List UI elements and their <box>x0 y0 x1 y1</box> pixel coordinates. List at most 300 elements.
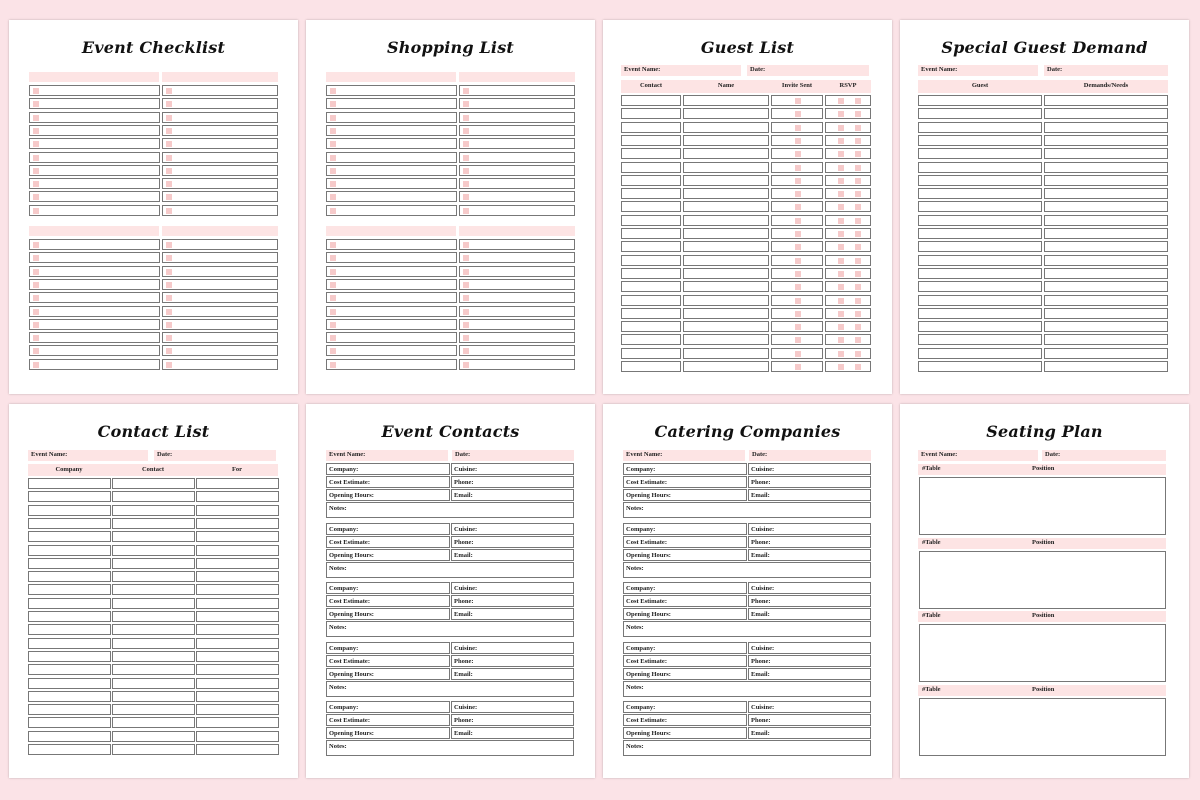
event-name-field[interactable] <box>326 450 448 461</box>
table-cell[interactable] <box>112 664 195 675</box>
rsvp-yes-checkbox[interactable] <box>838 364 844 370</box>
table-cell[interactable] <box>771 361 823 372</box>
seating-box[interactable] <box>919 477 1166 535</box>
checklist-item[interactable] <box>326 252 457 263</box>
checklist-item[interactable] <box>326 319 457 330</box>
table-cell[interactable] <box>28 491 111 502</box>
form-field-opening-hours[interactable] <box>326 608 450 620</box>
form-field-cost-estimate[interactable] <box>326 714 450 726</box>
form-field-company[interactable] <box>623 582 747 594</box>
checkbox[interactable] <box>33 208 39 214</box>
checkbox[interactable] <box>463 255 469 261</box>
table-cell[interactable] <box>621 108 681 119</box>
invite-checkbox[interactable] <box>795 98 801 104</box>
table-cell[interactable] <box>683 281 769 292</box>
checklist-item[interactable] <box>162 252 278 263</box>
form-field-notes[interactable] <box>623 681 871 697</box>
table-cell[interactable] <box>771 108 823 119</box>
checkbox[interactable] <box>166 88 172 94</box>
table-cell[interactable] <box>918 281 1042 292</box>
checklist-item[interactable] <box>326 345 457 356</box>
checkbox[interactable] <box>463 362 469 368</box>
date-field[interactable] <box>747 65 869 76</box>
table-cell[interactable] <box>771 215 823 226</box>
form-field-email[interactable] <box>748 608 871 620</box>
checkbox[interactable] <box>33 295 39 301</box>
table-cell[interactable] <box>918 228 1042 239</box>
checklist-item[interactable] <box>459 112 575 123</box>
table-cell[interactable] <box>918 175 1042 186</box>
table-cell[interactable] <box>771 295 823 306</box>
table-cell[interactable] <box>621 255 681 266</box>
table-cell[interactable] <box>918 95 1042 106</box>
form-field-company[interactable] <box>326 642 450 654</box>
checkbox[interactable] <box>166 181 172 187</box>
seating-box[interactable] <box>919 551 1166 609</box>
form-field-cost-estimate[interactable] <box>623 476 747 488</box>
rsvp-no-checkbox[interactable] <box>855 337 861 343</box>
checkbox[interactable] <box>166 141 172 147</box>
table-cell[interactable] <box>771 148 823 159</box>
invite-checkbox[interactable] <box>795 138 801 144</box>
rsvp-no-checkbox[interactable] <box>855 311 861 317</box>
checkbox[interactable] <box>166 255 172 261</box>
checklist-item[interactable] <box>29 112 160 123</box>
checkbox[interactable] <box>463 194 469 200</box>
table-cell[interactable] <box>683 188 769 199</box>
table-cell[interactable] <box>918 188 1042 199</box>
checkbox[interactable] <box>33 194 39 200</box>
rsvp-yes-checkbox[interactable] <box>838 324 844 330</box>
form-field-company[interactable] <box>326 463 450 475</box>
invite-checkbox[interactable] <box>795 191 801 197</box>
checkbox[interactable] <box>33 155 39 161</box>
form-field-cuisine[interactable] <box>451 582 574 594</box>
checkbox[interactable] <box>33 88 39 94</box>
table-cell[interactable] <box>918 215 1042 226</box>
rsvp-yes-checkbox[interactable] <box>838 111 844 117</box>
checkbox[interactable] <box>330 282 336 288</box>
form-field-cost-estimate[interactable] <box>326 476 450 488</box>
table-cell[interactable] <box>621 188 681 199</box>
table-cell[interactable] <box>621 175 681 186</box>
table-cell[interactable] <box>683 108 769 119</box>
checklist-item[interactable] <box>326 205 457 216</box>
checklist-item[interactable] <box>459 252 575 263</box>
table-cell[interactable] <box>28 505 111 516</box>
rsvp-no-checkbox[interactable] <box>855 324 861 330</box>
form-field-cuisine[interactable] <box>451 463 574 475</box>
rsvp-yes-checkbox[interactable] <box>838 178 844 184</box>
checklist-item[interactable] <box>29 332 160 343</box>
invite-checkbox[interactable] <box>795 218 801 224</box>
form-field-company[interactable] <box>326 582 450 594</box>
invite-checkbox[interactable] <box>795 111 801 117</box>
checklist-item[interactable] <box>326 239 457 250</box>
table-cell[interactable] <box>112 558 195 569</box>
checkbox[interactable] <box>33 168 39 174</box>
table-cell[interactable] <box>28 731 111 742</box>
rsvp-yes-checkbox[interactable] <box>838 337 844 343</box>
table-cell[interactable] <box>196 505 279 516</box>
table-cell[interactable] <box>825 334 871 345</box>
checkbox[interactable] <box>463 208 469 214</box>
rsvp-yes-checkbox[interactable] <box>838 231 844 237</box>
table-cell[interactable] <box>683 215 769 226</box>
form-field-company[interactable] <box>623 642 747 654</box>
table-cell[interactable] <box>683 122 769 133</box>
table-cell[interactable] <box>28 717 111 728</box>
form-field-notes[interactable] <box>623 502 871 518</box>
rsvp-no-checkbox[interactable] <box>855 271 861 277</box>
rsvp-no-checkbox[interactable] <box>855 111 861 117</box>
checkbox[interactable] <box>33 115 39 121</box>
form-field-company[interactable] <box>623 701 747 713</box>
form-field-cost-estimate[interactable] <box>623 536 747 548</box>
checklist-item[interactable] <box>459 165 575 176</box>
table-cell[interactable] <box>28 678 111 689</box>
table-cell[interactable] <box>683 295 769 306</box>
checkbox[interactable] <box>330 168 336 174</box>
checklist-item[interactable] <box>162 266 278 277</box>
table-cell[interactable] <box>771 162 823 173</box>
table-cell[interactable] <box>28 518 111 529</box>
checkbox[interactable] <box>166 362 172 368</box>
checklist-item[interactable] <box>162 138 278 149</box>
checkbox[interactable] <box>33 101 39 107</box>
table-cell[interactable] <box>771 228 823 239</box>
table-cell[interactable] <box>28 545 111 556</box>
rsvp-no-checkbox[interactable] <box>855 298 861 304</box>
table-cell[interactable] <box>918 241 1042 252</box>
form-field-phone[interactable] <box>748 536 871 548</box>
table-cell[interactable] <box>683 175 769 186</box>
form-field-phone[interactable] <box>451 476 574 488</box>
checklist-item[interactable] <box>326 306 457 317</box>
checkbox[interactable] <box>463 282 469 288</box>
table-cell[interactable] <box>1044 201 1168 212</box>
checkbox[interactable] <box>330 115 336 121</box>
checkbox[interactable] <box>463 155 469 161</box>
checkbox[interactable] <box>330 101 336 107</box>
table-cell[interactable] <box>621 122 681 133</box>
date-field[interactable] <box>1042 450 1166 461</box>
table-cell[interactable] <box>112 531 195 542</box>
rsvp-no-checkbox[interactable] <box>855 244 861 250</box>
checkbox[interactable] <box>330 88 336 94</box>
table-cell[interactable] <box>918 108 1042 119</box>
table-cell[interactable] <box>621 95 681 106</box>
table-cell[interactable] <box>112 611 195 622</box>
table-cell[interactable] <box>771 321 823 332</box>
checkbox[interactable] <box>166 194 172 200</box>
checkbox[interactable] <box>463 101 469 107</box>
table-cell[interactable] <box>825 188 871 199</box>
checkbox[interactable] <box>330 255 336 261</box>
form-field-notes[interactable] <box>326 740 574 756</box>
checklist-item[interactable] <box>459 345 575 356</box>
table-cell[interactable] <box>112 584 195 595</box>
rsvp-no-checkbox[interactable] <box>855 125 861 131</box>
table-cell[interactable] <box>918 295 1042 306</box>
checkbox[interactable] <box>166 322 172 328</box>
event-name-field[interactable] <box>918 65 1038 76</box>
checkbox[interactable] <box>463 269 469 275</box>
form-field-cost-estimate[interactable] <box>326 655 450 667</box>
rsvp-no-checkbox[interactable] <box>855 364 861 370</box>
checklist-item[interactable] <box>29 345 160 356</box>
checklist-item[interactable] <box>459 332 575 343</box>
table-cell[interactable] <box>196 598 279 609</box>
table-cell[interactable] <box>683 135 769 146</box>
table-cell[interactable] <box>918 334 1042 345</box>
invite-checkbox[interactable] <box>795 231 801 237</box>
table-cell[interactable] <box>771 334 823 345</box>
checklist-item[interactable] <box>29 359 160 370</box>
checklist-item[interactable] <box>326 292 457 303</box>
table-cell[interactable] <box>1044 321 1168 332</box>
table-cell[interactable] <box>621 215 681 226</box>
table-cell[interactable] <box>28 584 111 595</box>
event-name-field[interactable] <box>28 450 148 461</box>
table-cell[interactable] <box>825 241 871 252</box>
checklist-item[interactable] <box>326 178 457 189</box>
checklist-item[interactable] <box>29 152 160 163</box>
checklist-item[interactable] <box>162 85 278 96</box>
checklist-item[interactable] <box>326 112 457 123</box>
table-cell[interactable] <box>1044 308 1168 319</box>
table-cell[interactable] <box>918 308 1042 319</box>
checklist-item[interactable] <box>326 98 457 109</box>
checklist-item[interactable] <box>162 345 278 356</box>
form-field-notes[interactable] <box>623 562 871 578</box>
rsvp-no-checkbox[interactable] <box>855 165 861 171</box>
checklist-item[interactable] <box>29 85 160 96</box>
form-field-phone[interactable] <box>451 714 574 726</box>
checklist-item[interactable] <box>29 252 160 263</box>
table-cell[interactable] <box>112 571 195 582</box>
form-field-cuisine[interactable] <box>451 523 574 535</box>
rsvp-yes-checkbox[interactable] <box>838 125 844 131</box>
invite-checkbox[interactable] <box>795 271 801 277</box>
table-cell[interactable] <box>918 361 1042 372</box>
checkbox[interactable] <box>166 128 172 134</box>
table-cell[interactable] <box>621 281 681 292</box>
checklist-item[interactable] <box>162 152 278 163</box>
rsvp-yes-checkbox[interactable] <box>838 258 844 264</box>
checklist-item[interactable] <box>162 112 278 123</box>
checkbox[interactable] <box>463 88 469 94</box>
table-cell[interactable] <box>28 531 111 542</box>
checkbox[interactable] <box>33 335 39 341</box>
checkbox[interactable] <box>463 168 469 174</box>
checkbox[interactable] <box>330 242 336 248</box>
checkbox[interactable] <box>33 348 39 354</box>
table-cell[interactable] <box>825 215 871 226</box>
checklist-item[interactable] <box>326 125 457 136</box>
form-field-cost-estimate[interactable] <box>623 714 747 726</box>
table-cell[interactable] <box>28 638 111 649</box>
rsvp-no-checkbox[interactable] <box>855 191 861 197</box>
checklist-item[interactable] <box>162 205 278 216</box>
table-cell[interactable] <box>683 148 769 159</box>
table-cell[interactable] <box>196 478 279 489</box>
table-cell[interactable] <box>1044 108 1168 119</box>
table-cell[interactable] <box>825 148 871 159</box>
table-cell[interactable] <box>918 348 1042 359</box>
checkbox[interactable] <box>166 309 172 315</box>
table-cell[interactable] <box>771 201 823 212</box>
form-field-email[interactable] <box>451 489 574 501</box>
checkbox[interactable] <box>330 295 336 301</box>
invite-checkbox[interactable] <box>795 298 801 304</box>
checkbox[interactable] <box>463 335 469 341</box>
checkbox[interactable] <box>166 208 172 214</box>
form-field-phone[interactable] <box>748 655 871 667</box>
form-field-cuisine[interactable] <box>451 642 574 654</box>
checkbox[interactable] <box>330 141 336 147</box>
rsvp-yes-checkbox[interactable] <box>838 311 844 317</box>
table-cell[interactable] <box>918 268 1042 279</box>
table-cell[interactable] <box>825 162 871 173</box>
table-cell[interactable] <box>771 135 823 146</box>
form-field-notes[interactable] <box>326 562 574 578</box>
form-field-cuisine[interactable] <box>748 523 871 535</box>
form-field-cuisine[interactable] <box>451 701 574 713</box>
invite-checkbox[interactable] <box>795 364 801 370</box>
checklist-item[interactable] <box>459 266 575 277</box>
checklist-item[interactable] <box>459 319 575 330</box>
table-cell[interactable] <box>196 624 279 635</box>
rsvp-yes-checkbox[interactable] <box>838 165 844 171</box>
form-field-opening-hours[interactable] <box>326 668 450 680</box>
checkbox[interactable] <box>330 194 336 200</box>
checklist-item[interactable] <box>459 279 575 290</box>
rsvp-no-checkbox[interactable] <box>855 178 861 184</box>
table-cell[interactable] <box>825 295 871 306</box>
table-cell[interactable] <box>918 255 1042 266</box>
table-cell[interactable] <box>196 571 279 582</box>
table-cell[interactable] <box>196 558 279 569</box>
table-cell[interactable] <box>918 162 1042 173</box>
table-cell[interactable] <box>621 162 681 173</box>
table-cell[interactable] <box>771 188 823 199</box>
checkbox[interactable] <box>33 242 39 248</box>
table-cell[interactable] <box>112 545 195 556</box>
table-cell[interactable] <box>771 255 823 266</box>
checklist-item[interactable] <box>459 138 575 149</box>
checklist-item[interactable] <box>459 306 575 317</box>
checkbox[interactable] <box>33 309 39 315</box>
table-cell[interactable] <box>28 478 111 489</box>
form-field-email[interactable] <box>748 668 871 680</box>
invite-checkbox[interactable] <box>795 244 801 250</box>
rsvp-yes-checkbox[interactable] <box>838 151 844 157</box>
checkbox[interactable] <box>330 181 336 187</box>
checkbox[interactable] <box>330 335 336 341</box>
table-cell[interactable] <box>1044 135 1168 146</box>
table-cell[interactable] <box>825 135 871 146</box>
table-cell[interactable] <box>825 348 871 359</box>
table-cell[interactable] <box>621 295 681 306</box>
rsvp-no-checkbox[interactable] <box>855 151 861 157</box>
form-field-cost-estimate[interactable] <box>326 595 450 607</box>
checkbox[interactable] <box>330 269 336 275</box>
form-field-company[interactable] <box>326 523 450 535</box>
checklist-item[interactable] <box>326 165 457 176</box>
table-cell[interactable] <box>28 704 111 715</box>
date-field[interactable] <box>749 450 871 461</box>
form-field-opening-hours[interactable] <box>326 727 450 739</box>
checkbox[interactable] <box>33 282 39 288</box>
form-field-cost-estimate[interactable] <box>623 595 747 607</box>
table-cell[interactable] <box>825 228 871 239</box>
rsvp-yes-checkbox[interactable] <box>838 351 844 357</box>
form-field-cuisine[interactable] <box>748 463 871 475</box>
checkbox[interactable] <box>33 141 39 147</box>
invite-checkbox[interactable] <box>795 351 801 357</box>
checklist-item[interactable] <box>459 292 575 303</box>
checklist-item[interactable] <box>29 165 160 176</box>
seating-box[interactable] <box>919 624 1166 682</box>
date-field[interactable] <box>154 450 276 461</box>
table-cell[interactable] <box>196 518 279 529</box>
form-field-opening-hours[interactable] <box>623 668 747 680</box>
checkbox[interactable] <box>166 295 172 301</box>
table-cell[interactable] <box>1044 241 1168 252</box>
form-field-cuisine[interactable] <box>748 642 871 654</box>
table-cell[interactable] <box>683 162 769 173</box>
table-cell[interactable] <box>825 321 871 332</box>
table-cell[interactable] <box>771 281 823 292</box>
seating-box[interactable] <box>919 698 1166 756</box>
table-cell[interactable] <box>683 308 769 319</box>
checkbox[interactable] <box>33 269 39 275</box>
date-field[interactable] <box>1044 65 1168 76</box>
table-cell[interactable] <box>621 201 681 212</box>
table-cell[interactable] <box>196 584 279 595</box>
form-field-opening-hours[interactable] <box>623 608 747 620</box>
checkbox[interactable] <box>166 101 172 107</box>
checklist-item[interactable] <box>29 239 160 250</box>
table-cell[interactable] <box>112 731 195 742</box>
table-cell[interactable] <box>1044 228 1168 239</box>
rsvp-no-checkbox[interactable] <box>855 231 861 237</box>
table-cell[interactable] <box>196 744 279 755</box>
table-cell[interactable] <box>1044 122 1168 133</box>
event-name-field[interactable] <box>621 65 741 76</box>
event-name-field[interactable] <box>623 450 745 461</box>
rsvp-no-checkbox[interactable] <box>855 258 861 264</box>
checkbox[interactable] <box>330 128 336 134</box>
rsvp-yes-checkbox[interactable] <box>838 191 844 197</box>
form-field-cuisine[interactable] <box>748 582 871 594</box>
form-field-email[interactable] <box>451 549 574 561</box>
form-field-phone[interactable] <box>748 595 871 607</box>
table-cell[interactable] <box>621 148 681 159</box>
table-cell[interactable] <box>683 361 769 372</box>
table-cell[interactable] <box>918 321 1042 332</box>
table-cell[interactable] <box>112 651 195 662</box>
table-cell[interactable] <box>1044 162 1168 173</box>
checkbox[interactable] <box>166 155 172 161</box>
checklist-item[interactable] <box>162 306 278 317</box>
form-field-phone[interactable] <box>451 595 574 607</box>
checkbox[interactable] <box>166 269 172 275</box>
table-cell[interactable] <box>112 704 195 715</box>
rsvp-yes-checkbox[interactable] <box>838 138 844 144</box>
checklist-item[interactable] <box>162 279 278 290</box>
